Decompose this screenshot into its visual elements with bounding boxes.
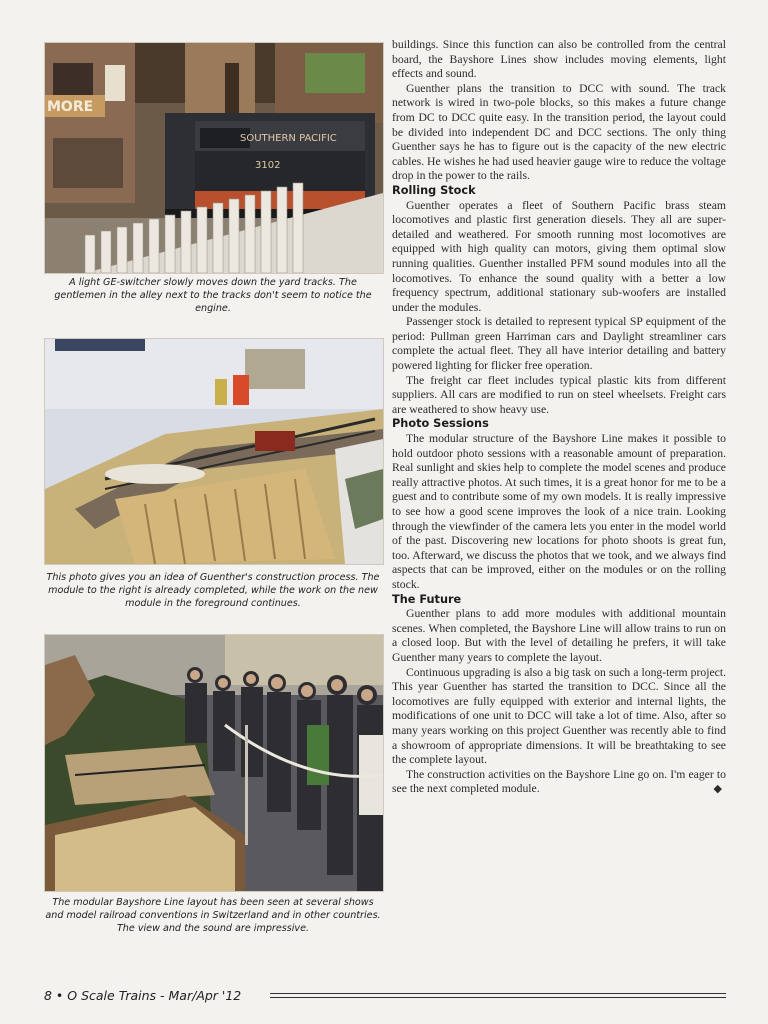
locomotive-lettering: SOUTHERN PACIFIC <box>240 133 337 144</box>
photo-sessions-paragraph-1: The modular structure of the Bayshore Line makes it possible to hold outdoor photo sessions with a reasonable amount of preparation. Real sunlight and skies help to complete the model scenes and produce really attractive photos. At such times, it is a great honor for me to be a guest and to contribute some of my own models. It is really impressive to see how a good scene improves the look of a nice train. Looking through the viewfinder of the camera lets you enter in the model world of the past. Discovering new locations for photo shoots is great fun, too. Afterward, we discuss the photos that we took, and we always find aspects that can be improved, either on the modules or on the rolling stock. <box>392 432 726 591</box>
photo-show-crowd <box>44 634 384 892</box>
rolling-stock-paragraph-2: Passenger stock is detailed to represent typical SP equipment of the period: Pullman green Harriman cars and Daylight streamliner cars complete the actual fleet. They all have interior detailing and battery powered lighting for flicker free operation. <box>392 315 726 373</box>
heading-photo-sessions: Photo Sessions <box>392 417 489 431</box>
photo-construction <box>44 338 384 565</box>
footer-rule-top <box>270 993 726 994</box>
caption-construction: This photo gives you an idea of Guenther's construction process. The module to the right is already completed, while the work on the new module in the foreground continues. <box>46 572 380 609</box>
crowd-photo-image <box>45 635 383 891</box>
intro-paragraph-2: Guenther plans the transition to DCC with sound. The track network is wired in two-pole blocks, so this makes a future change from DC to DCC quite easy. In the transition period, the layout could be divided into independent DC and DCC sections. The only thing Guenther says he has to figure out is the capacity of the new electric cables. He wishes he had used heavier gauge wire to reduce the voltage drop in the power to the rails. <box>392 81 726 183</box>
heading-rolling-stock: Rolling Stock <box>392 183 476 197</box>
article-column <box>392 38 726 797</box>
future-paragraph-3-text: The construction activities on the Bayshore Line go on. I'm eager to see the next completed module. <box>392 767 726 796</box>
rolling-stock-paragraph-1: Guenther operates a fleet of Southern Pacific brass steam locomotives and plastic first generation diesels. They all are super-detailed and weathered. For smooth running most locomotives are equipped with high quality can motors, giving them optimal slow running qualities. Guenther installed PFM sound modules into all the locomotives. To enhance the sound quality with a better a low frequency spectrum, additional stationary sub-woofers are installed under the modules. <box>392 198 726 314</box>
future-paragraph-3 <box>392 768 726 797</box>
intro-paragraph-1: buildings. Since this function can also be controlled from the central board, the Bayshore Lines show includes moving elements, light effects and sound. <box>392 38 726 81</box>
caption-show-crowd: The modular Bayshore Line layout has been seen at several shows and model railroad conventions in Switzerland and in other countries. The view and the sound are impressive. <box>45 897 381 934</box>
future-paragraph-2: Continuous upgrading is also a big task on such a long-term project. This year Guenther has started the transition to DCC. Since all the locomotives are fully equipped with exterior and internal lights, the modifications of one unit to DCC will take a lot of time. Also, after so many years working on this project Guenther was recently able to find a showroom of appropriate dimensions. It will be breathtaking to see the complete layout. <box>392 665 726 767</box>
switcher-photo-image <box>45 43 383 273</box>
future-paragraph-1: Guenther plans to add more modules with additional mountain scenes. When completed, the Bayshore Line will allow trains to run on a closed loop. But with the level of detailing he prefers, it will take Guenther many years to complete the layout. <box>392 607 726 664</box>
rolling-stock-paragraph-3: The freight car fleet includes typical plastic kits from different suppliers. All cars are modified to run on steel wheelsets. Freight cars are weathered to show heavy use. <box>392 373 726 416</box>
end-mark-icon: ◆ <box>713 782 722 796</box>
heading-the-future: The Future <box>392 592 462 606</box>
construction-photo-image <box>45 339 383 564</box>
locomotive-number: 3102 <box>255 160 281 171</box>
page-footer: 8 • O Scale Trains - Mar/Apr '12 <box>44 988 242 1003</box>
photo-switcher <box>44 42 384 274</box>
caption-switcher: A light GE-switcher slowly moves down the yard tracks. The gentlemen in the alley next to the tracks don't seem to notice the engine. <box>54 277 372 314</box>
store-sign: MORE <box>47 99 94 115</box>
footer-rule-bottom <box>270 997 726 998</box>
